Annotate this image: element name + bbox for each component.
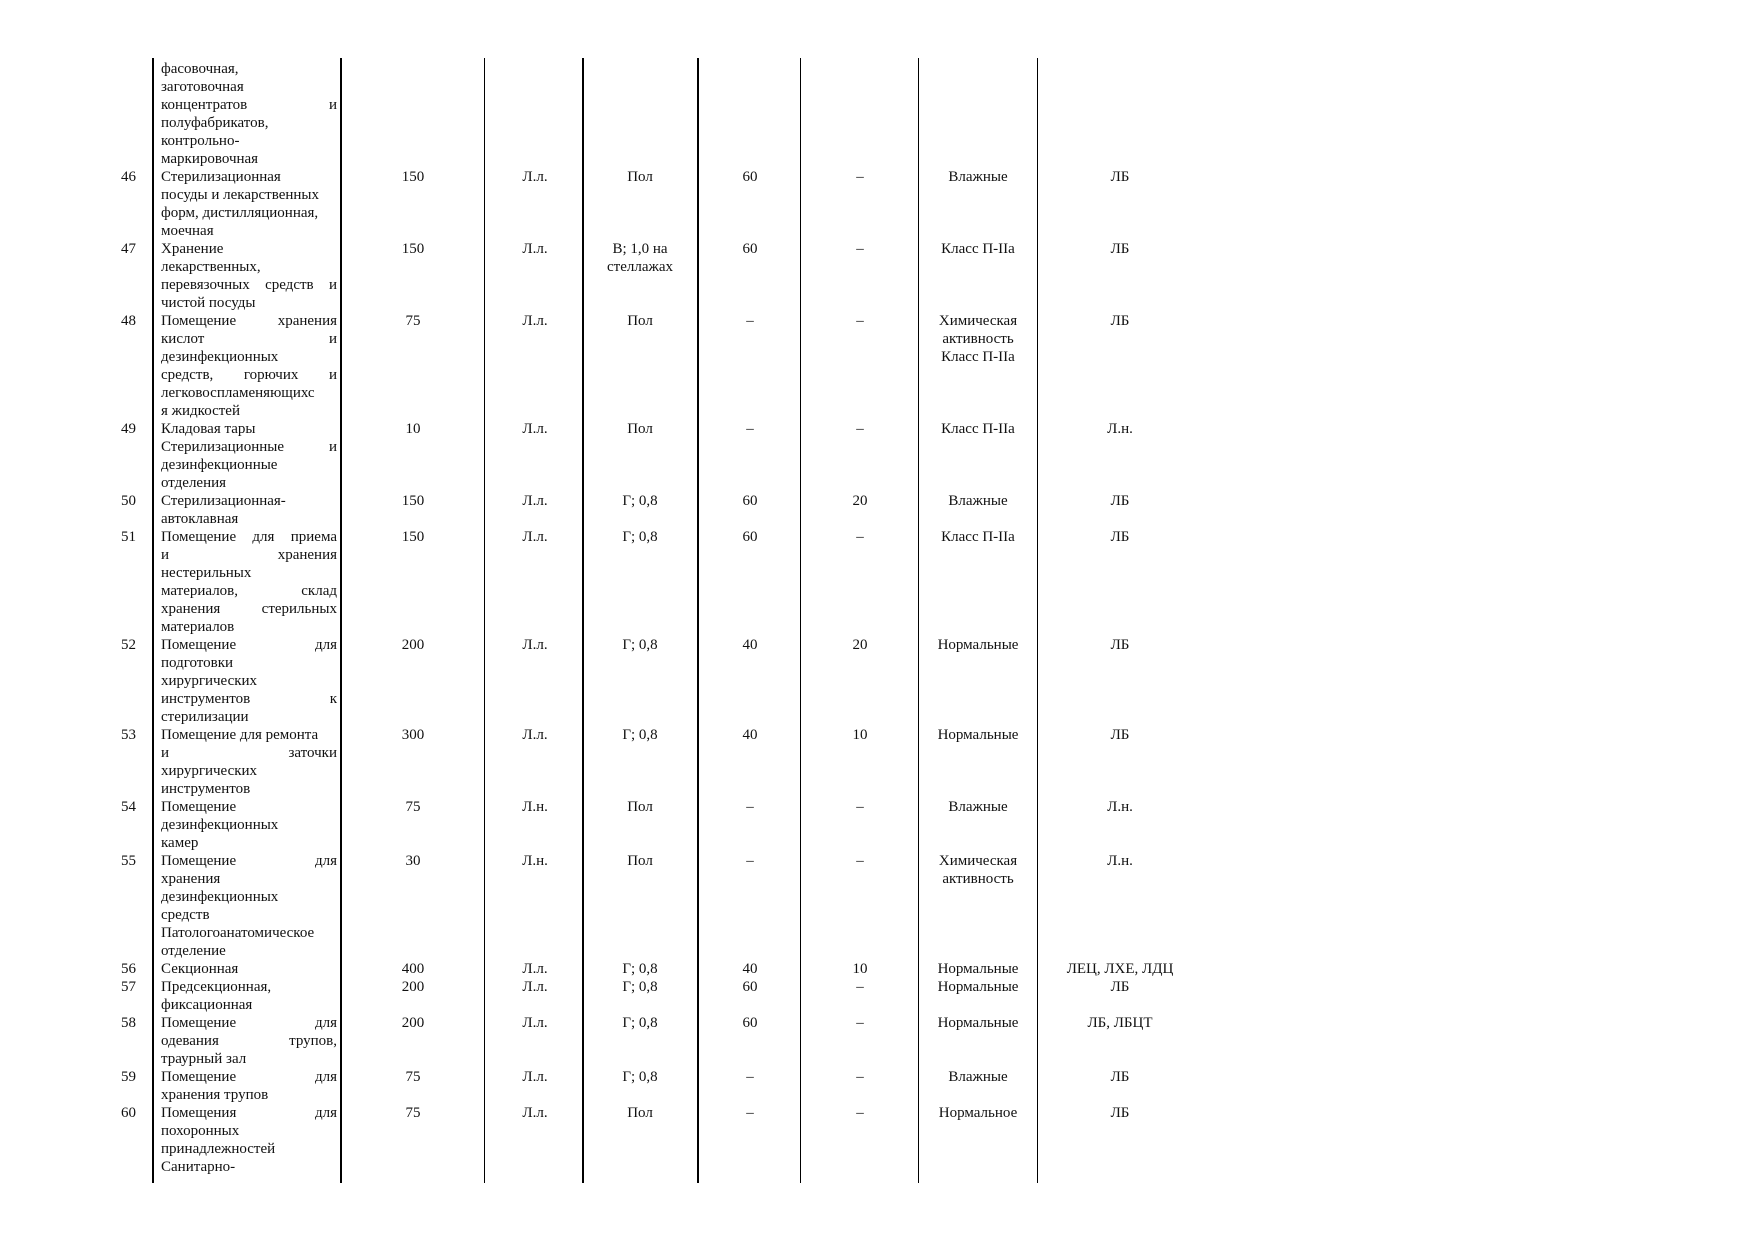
room-name-line: хирургических	[161, 673, 258, 689]
working-plane-line: Г; 0,8	[622, 637, 658, 653]
environment-type	[920, 528, 1036, 546]
ra-value: 40	[742, 637, 758, 653]
light-source: Л.л.	[522, 979, 548, 995]
row-number: 47	[121, 241, 136, 257]
light-source: Л.л.	[522, 529, 548, 545]
ra-value: –	[746, 799, 754, 815]
environment-line: Нормальные	[937, 961, 1019, 977]
light-source: Л.л.	[522, 961, 548, 977]
row-number: 50	[121, 493, 136, 509]
pulsation-coefficient: –	[856, 979, 864, 995]
row-number: 48	[121, 313, 136, 329]
environment-type	[920, 1014, 1036, 1032]
working-plane-line: Г; 0,8	[622, 961, 658, 977]
illuminance-value: 200	[401, 1015, 425, 1031]
environment-type	[920, 960, 1036, 978]
room-name	[161, 978, 337, 1014]
ra-value: 40	[742, 727, 758, 743]
working-plane	[584, 978, 696, 996]
pulsation-coefficient: 20	[852, 493, 868, 509]
ra-value: –	[746, 1069, 754, 1085]
room-name	[161, 168, 337, 240]
table-row	[0, 1068, 1755, 1104]
environment-line: активность	[942, 331, 1014, 347]
ra-value: 40	[742, 961, 758, 977]
light-source: Л.л.	[522, 637, 548, 653]
room-name-line: посуды и лекарственных	[161, 187, 320, 203]
illuminance-value: 75	[405, 313, 421, 329]
working-plane	[584, 636, 696, 654]
room-name-line: Помещения для	[161, 1105, 337, 1121]
lamp-type: Л.н.	[1107, 799, 1133, 815]
illuminance-value: 30	[405, 853, 421, 869]
illuminance-value: 150	[401, 241, 425, 257]
ra-value: 60	[742, 169, 758, 185]
environment-type	[920, 726, 1036, 744]
pulsation-coefficient: –	[856, 853, 864, 869]
room-name	[161, 636, 337, 726]
table-row	[0, 1104, 1755, 1158]
working-plane	[584, 1068, 696, 1086]
light-source: Л.л.	[522, 241, 548, 257]
table-row	[0, 924, 1755, 960]
environment-type	[920, 240, 1036, 258]
room-name-line: автоклавная	[161, 511, 239, 527]
table-row	[0, 312, 1755, 420]
room-name-line: Помещение для ремонта	[161, 727, 319, 743]
room-name-line: Санитарно-	[161, 1159, 236, 1175]
table-row	[0, 978, 1755, 1014]
room-name-line: легковоспламеняющихс	[161, 385, 315, 401]
working-plane-line: Г; 0,8	[622, 529, 658, 545]
room-name-line: хранения стерильных	[161, 601, 337, 617]
working-plane	[584, 726, 696, 744]
room-name-line: Кладовая тары	[161, 421, 256, 437]
room-name-line: концентратов и	[161, 97, 337, 113]
light-source: Л.л.	[522, 1015, 548, 1031]
room-name	[161, 924, 337, 960]
room-name-line: средств	[161, 907, 210, 923]
row-number: 46	[121, 169, 136, 185]
row-number: 54	[121, 799, 136, 815]
room-name	[161, 726, 337, 798]
room-name-line: форм, дистилляционная,	[161, 205, 319, 221]
working-plane	[584, 492, 696, 510]
room-name-line: хранения трупов	[161, 1087, 269, 1103]
room-name-line: хирургических	[161, 763, 258, 779]
room-name-line: и заточки	[161, 745, 337, 761]
illuminance-value: 300	[401, 727, 425, 743]
working-plane-line: Г; 0,8	[622, 727, 658, 743]
environment-line: Нормальные	[937, 979, 1019, 995]
room-name-line: Секционная	[161, 961, 239, 977]
row-number: 57	[121, 979, 136, 995]
pulsation-coefficient: –	[856, 421, 864, 437]
working-plane-line: Г; 0,8	[622, 979, 658, 995]
pulsation-coefficient: 10	[852, 727, 868, 743]
environment-type	[920, 168, 1036, 186]
ra-value: 60	[742, 979, 758, 995]
room-name-line: чистой посуды	[161, 295, 256, 311]
room-name	[161, 960, 337, 978]
room-name	[161, 1068, 337, 1104]
working-plane	[584, 528, 696, 546]
table-row	[0, 60, 1755, 168]
pulsation-coefficient: –	[856, 169, 864, 185]
row-number: 59	[121, 1069, 136, 1085]
light-source: Л.н.	[522, 799, 548, 815]
room-name-line: одевания трупов,	[161, 1033, 337, 1049]
room-name-line: Помещение для	[161, 637, 337, 653]
room-name-line: Помещение	[161, 799, 237, 815]
room-name-line: лекарственных,	[161, 259, 261, 275]
illuminance-value: 75	[405, 799, 421, 815]
room-name-line: Стерилизационная	[161, 169, 281, 185]
lamp-type: Л.н.	[1107, 421, 1133, 437]
room-name-line: отделения	[161, 475, 227, 491]
room-name	[161, 312, 337, 420]
room-name-line: полуфабрикатов,	[161, 115, 269, 131]
environment-line: Влажные	[948, 169, 1008, 185]
working-plane-line: Пол	[627, 853, 653, 869]
table-row	[0, 798, 1755, 852]
row-number: 60	[121, 1105, 136, 1121]
room-name-line: перевязочных средств и	[161, 277, 337, 293]
room-name-line: средств, горючих и	[161, 367, 337, 383]
room-name-line: Стерилизационная-	[161, 493, 286, 509]
table-row	[0, 420, 1755, 438]
room-name-line: траурный зал	[161, 1051, 247, 1067]
working-plane-line: Пол	[627, 799, 653, 815]
environment-type	[920, 636, 1036, 654]
room-name-line: и хранения	[161, 547, 337, 563]
working-plane	[584, 1104, 696, 1122]
working-plane	[584, 960, 696, 978]
environment-line: Класс П-IIа	[941, 349, 1015, 365]
room-name-line: я жидкостей	[161, 403, 240, 419]
working-plane	[584, 852, 696, 870]
room-name-line: Стерилизационные и	[161, 439, 337, 455]
illuminance-value: 400	[401, 961, 425, 977]
room-name	[161, 1158, 337, 1176]
room-name-line: отделение	[161, 943, 226, 959]
working-plane	[584, 1014, 696, 1032]
table-row	[0, 240, 1755, 312]
room-name-line: кислот и	[161, 331, 337, 347]
room-name-line: Помещение для	[161, 853, 337, 869]
light-source: Л.л.	[522, 1105, 548, 1121]
table-row	[0, 168, 1755, 240]
room-name-line: маркировочная	[161, 151, 259, 167]
room-name-line: фасовочная,	[161, 61, 239, 77]
environment-line: Нормальные	[937, 637, 1019, 653]
lamp-type: Л.н.	[1107, 853, 1133, 869]
environment-type	[920, 1068, 1036, 1086]
environment-type	[920, 492, 1036, 510]
room-name-line: похоронных	[161, 1123, 240, 1139]
lamp-type: ЛБ	[1110, 529, 1130, 545]
light-source: Л.л.	[522, 493, 548, 509]
lamp-type: ЛБ	[1110, 727, 1130, 743]
lamp-type: ЛБ	[1110, 169, 1130, 185]
pulsation-coefficient: –	[856, 799, 864, 815]
lamp-type: ЛБ	[1110, 637, 1130, 653]
light-source: Л.л.	[522, 421, 548, 437]
working-plane-line: Г; 0,8	[622, 1015, 658, 1031]
room-name-line: материалов, склад	[161, 583, 337, 599]
illuminance-value: 200	[401, 637, 425, 653]
working-plane-line: Пол	[627, 169, 653, 185]
environment-type	[920, 798, 1036, 816]
environment-type	[920, 420, 1036, 438]
working-plane-line: Пол	[627, 1105, 653, 1121]
working-plane	[584, 240, 696, 276]
illuminance-value: 75	[405, 1069, 421, 1085]
ra-value: –	[746, 853, 754, 869]
working-plane-line: стеллажах	[606, 259, 674, 275]
environment-line: Влажные	[948, 493, 1008, 509]
working-plane	[584, 168, 696, 186]
row-number: 56	[121, 961, 136, 977]
illuminance-value: 75	[405, 1105, 421, 1121]
ra-value: –	[746, 313, 754, 329]
illuminance-value: 10	[405, 421, 421, 437]
room-name-line: контрольно-	[161, 133, 240, 149]
lamp-type: ЛБ	[1110, 313, 1130, 329]
light-source: Л.л.	[522, 313, 548, 329]
ra-value: 60	[742, 529, 758, 545]
environment-line: Нормальное	[938, 1105, 1018, 1121]
room-name	[161, 240, 337, 312]
environment-line: Класс П-IIа	[941, 421, 1015, 437]
table-row	[0, 1158, 1755, 1176]
room-name-line: дезинфекционных	[161, 889, 279, 905]
room-name	[161, 438, 337, 492]
room-name-line: подготовки	[161, 655, 234, 671]
lamp-type: ЛБ, ЛБЦТ	[1087, 1015, 1153, 1031]
room-name	[161, 492, 337, 528]
room-name-line: стерилизации	[161, 709, 249, 725]
row-number: 55	[121, 853, 136, 869]
room-name-line: дезинфекционные	[161, 457, 278, 473]
room-name	[161, 1014, 337, 1068]
environment-line: Химическая	[938, 853, 1018, 869]
row-number: 49	[121, 421, 136, 437]
ra-value: 60	[742, 241, 758, 257]
environment-line: Влажные	[948, 1069, 1008, 1085]
row-number: 58	[121, 1015, 136, 1031]
pulsation-coefficient: –	[856, 1069, 864, 1085]
ra-value: –	[746, 421, 754, 437]
room-name-line: заготовочная	[161, 79, 244, 95]
ra-value: 60	[742, 493, 758, 509]
room-name-line: Хранение	[161, 241, 224, 257]
pulsation-coefficient: –	[856, 1015, 864, 1031]
room-name-line: дезинфекционных	[161, 817, 279, 833]
environment-line: Класс П-IIа	[941, 529, 1015, 545]
pulsation-coefficient: 20	[852, 637, 868, 653]
environment-type	[920, 978, 1036, 996]
table-row	[0, 636, 1755, 726]
table-row	[0, 852, 1755, 924]
room-name-line: Помещение хранения	[161, 313, 337, 329]
working-plane-line: Г; 0,8	[622, 1069, 658, 1085]
table-row	[0, 492, 1755, 528]
room-name	[161, 528, 337, 636]
environment-line: Химическая	[938, 313, 1018, 329]
illuminance-value: 150	[401, 493, 425, 509]
room-name-line: Помещение для приема	[161, 529, 337, 545]
pulsation-coefficient: –	[856, 241, 864, 257]
working-plane-line: Г; 0,8	[622, 493, 658, 509]
lamp-type: ЛБ	[1110, 1069, 1130, 1085]
working-plane	[584, 420, 696, 438]
table-row	[0, 528, 1755, 636]
light-source: Л.л.	[522, 169, 548, 185]
pulsation-coefficient: –	[856, 529, 864, 545]
room-name	[161, 1104, 337, 1158]
row-number: 51	[121, 529, 136, 545]
lamp-type: ЛБ	[1110, 241, 1130, 257]
table-row	[0, 960, 1755, 978]
row-number: 52	[121, 637, 136, 653]
working-plane	[584, 312, 696, 330]
room-name	[161, 798, 337, 852]
room-name	[161, 852, 337, 924]
working-plane-line: В; 1,0 на	[612, 241, 668, 257]
illuminance-value: 200	[401, 979, 425, 995]
working-plane-line: Пол	[627, 313, 653, 329]
pulsation-coefficient: –	[856, 313, 864, 329]
light-source: Л.л.	[522, 1069, 548, 1085]
room-name-line: Помещение для	[161, 1015, 337, 1031]
ra-value: 60	[742, 1015, 758, 1031]
room-name	[161, 420, 337, 438]
room-name-line: камер	[161, 835, 199, 851]
environment-line: активность	[942, 871, 1014, 887]
environment-line: Нормальные	[937, 727, 1019, 743]
room-name	[161, 60, 337, 168]
room-name-line: фиксационная	[161, 997, 253, 1013]
room-name-line: Помещение для	[161, 1069, 337, 1085]
environment-type	[920, 1104, 1036, 1122]
environment-line: Влажные	[948, 799, 1008, 815]
lamp-type: ЛЕЦ, ЛХЕ, ЛДЦ	[1066, 961, 1174, 977]
illuminance-value: 150	[401, 529, 425, 545]
row-number: 53	[121, 727, 136, 743]
ra-value: –	[746, 1105, 754, 1121]
room-name-line: инструментов	[161, 781, 251, 797]
light-source: Л.н.	[522, 853, 548, 869]
room-name-line: моечная	[161, 223, 214, 239]
room-name-line: хранения	[161, 871, 221, 887]
environment-type	[920, 852, 1036, 888]
room-name-line: принадлежностей	[161, 1141, 276, 1157]
room-name-line: Предсекционная,	[161, 979, 272, 995]
room-name-line: инструментов к	[161, 691, 337, 707]
environment-line: Нормальные	[937, 1015, 1019, 1031]
room-name-line: нестерильных	[161, 565, 252, 581]
room-name-line: материалов	[161, 619, 235, 635]
lamp-type: ЛБ	[1110, 493, 1130, 509]
working-plane-line: Пол	[627, 421, 653, 437]
room-name-line: дезинфекционных	[161, 349, 279, 365]
working-plane	[584, 798, 696, 816]
pulsation-coefficient: –	[856, 1105, 864, 1121]
environment-line: Класс П-IIа	[941, 241, 1015, 257]
pulsation-coefficient: 10	[852, 961, 868, 977]
environment-type	[920, 312, 1036, 366]
light-source: Л.л.	[522, 727, 548, 743]
table-row	[0, 726, 1755, 798]
illuminance-value: 150	[401, 169, 425, 185]
table-row	[0, 438, 1755, 492]
lamp-type: ЛБ	[1110, 1105, 1130, 1121]
room-name-line: Патологоанатомическое	[161, 925, 315, 941]
table-row	[0, 1014, 1755, 1068]
lamp-type: ЛБ	[1110, 979, 1130, 995]
